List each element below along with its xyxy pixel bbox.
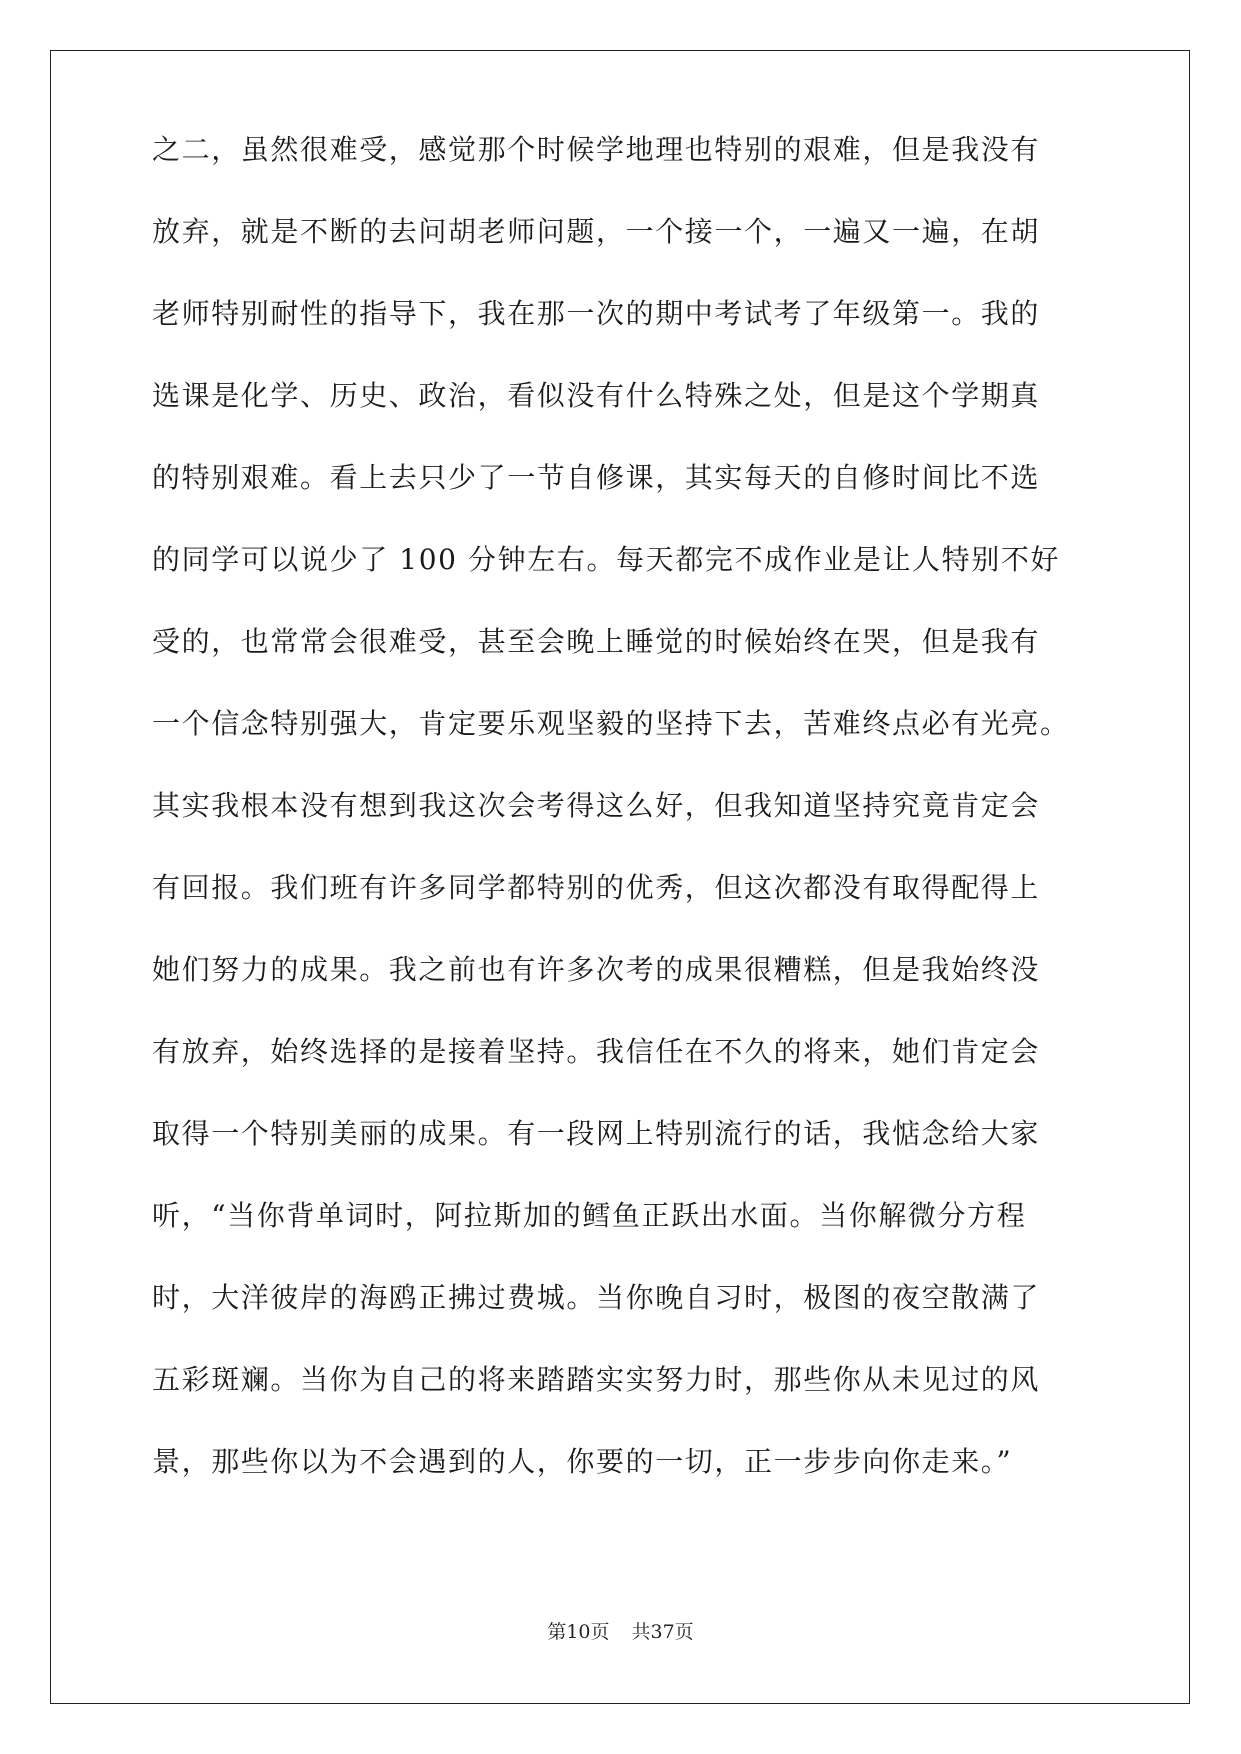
text-line: 选课是化学、历史、政治，看似没有什么特殊之处，但是这个学期真: [152, 379, 1041, 412]
text-line: 景，那些你以为不会遇到的人，你要的一切，正一步步向你走来。”: [152, 1445, 1013, 1478]
text-line: 有回报。我们班有许多同学都特别的优秀，但这次都没有取得配得上: [152, 871, 1041, 904]
text-line: 取得一个特别美丽的成果。有一段网上特别流行的话，我惦念给大家: [152, 1117, 1041, 1150]
body-text: [152, 133, 1112, 1544]
text-line: 受的，也常常会很难受，甚至会晚上睡觉的时候始终在哭，但是我有: [152, 625, 1041, 658]
text-line: 的特别艰难。看上去只少了一节自修课，其实每天的自修时间比不选: [152, 461, 1041, 494]
text-line: 之二，虽然很难受，感觉那个时候学地理也特别的艰难，但是我没有: [152, 133, 1041, 166]
text-line: 有放弃，始终选择的是接着坚持。我信任在不久的将来，她们肯定会: [152, 1035, 1041, 1068]
text-line: 其实我根本没有想到我这次会考得这么好，但我知道坚持究竟肯定会: [152, 789, 1041, 822]
text-line: 一个信念特别强大，肯定要乐观坚毅的坚持下去，苦难终点必有光亮。: [152, 707, 1070, 740]
text-line: 她们努力的成果。我之前也有许多次考的成果很糟糕，但是我始终没: [152, 953, 1041, 986]
text-line: 放弃，就是不断的去问胡老师问题，一个接一个，一遍又一遍，在胡: [152, 215, 1041, 248]
text-line: 老师特别耐性的指导下，我在那一次的期中考试考了年级第一。我的: [152, 297, 1041, 330]
page-number: 第10页: [547, 1621, 610, 1643]
text-line: 时，大洋彼岸的海鸥正拂过费城。当你晚自习时，极图的夜空散满了: [152, 1281, 1041, 1314]
text-line: 五彩斑斓。当你为自己的将来踏踏实实努力时，那些你从未见过的风: [152, 1363, 1041, 1396]
page-total: 共37页: [631, 1621, 694, 1643]
text-line: 的同学可以说少了 100 分钟左右。每天都完不成作业是让人特别不好: [152, 543, 1061, 576]
page-footer: [0, 1617, 1241, 1644]
text-line: 听，“当你背单词时，阿拉斯加的鳕鱼正跃出水面。当你解微分方程: [152, 1199, 1027, 1232]
